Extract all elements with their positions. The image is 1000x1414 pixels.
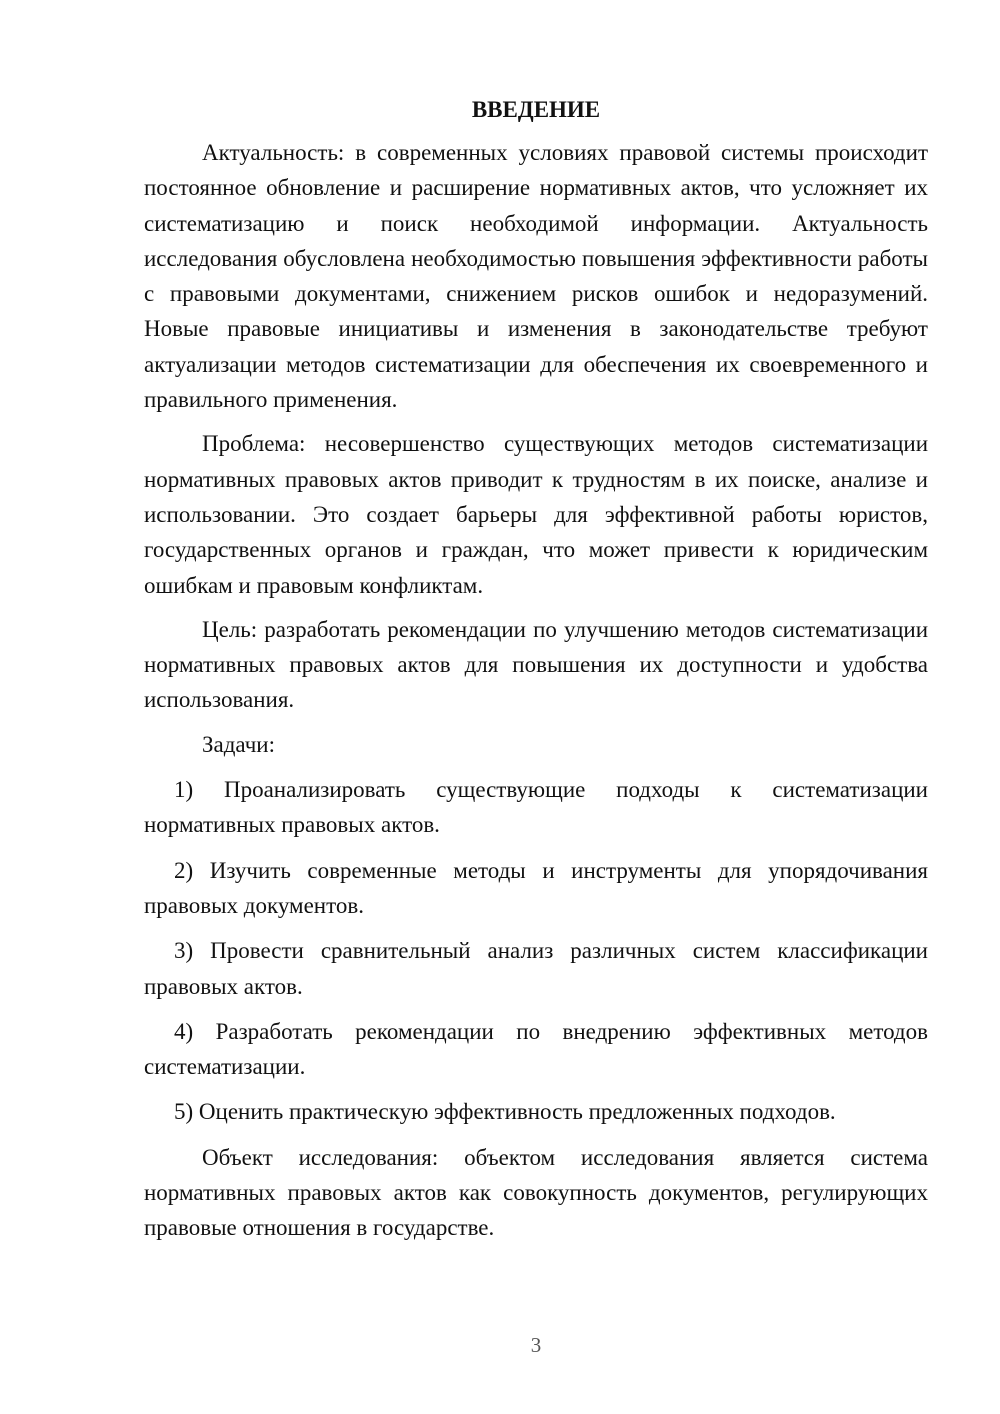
task-item-4: 4) Разработать рекомендации по внедрению эффективных методов систематизации. [144,1018,928,1080]
task-item-3: 3) Провести сравнительный анализ различных систем классификации правовых актов. [144,938,928,999]
page-number: 3 [530,1333,542,1357]
document-title: ВВЕДЕНИЕ [471,97,601,122]
tasks-label: Задачи: [202,731,275,757]
document-page [144,96,928,1255]
task-item-2: 2) Изучить современные методы и инструменты для упорядочивания правовых документов. [144,857,928,918]
paragraph-problem: Проблема: несовершенство существующих методов систематизации нормативных правовых актов приводит к трудностям в их поиске, анализе и использовании. Это создает барьеры для эффективной работы юристов, государственных органов и граждан, что может привести к юридическим ошибкам и правовым конфликтам. [144,431,928,598]
task-item-5: 5) Оценить практическую эффективность предложенных подходов. [174,1099,836,1125]
paragraph-goal: Цель: разработать рекомендации по улучшению методов систематизации нормативных правовых актов для повышения их доступности и удобства использования. [144,616,928,713]
task-item-1: 1) Проанализировать существующие подходы к систематизации нормативных правовых актов. [144,777,928,838]
paragraph-relevance: Актуальность: в современных условиях правовой системы происходит постоянное обновление и расширение нормативных актов, что усложняет их систематизацию и поиск необходимой информации. Актуальность исследования обусловлена необходимостью повышения эффективности работы с правовыми документами, снижением рисков ошибок и недоразумений. Новые правовые инициативы и изменения в законодательстве требуют актуализации методов систематизации для обеспечения их своевременного и правильного применения. [144,140,928,413]
paragraph-object: Объект исследования: объектом исследования является система нормативных правовых актов как совокупность документов, регулирующих правовые отношения в государстве. [144,1144,928,1241]
